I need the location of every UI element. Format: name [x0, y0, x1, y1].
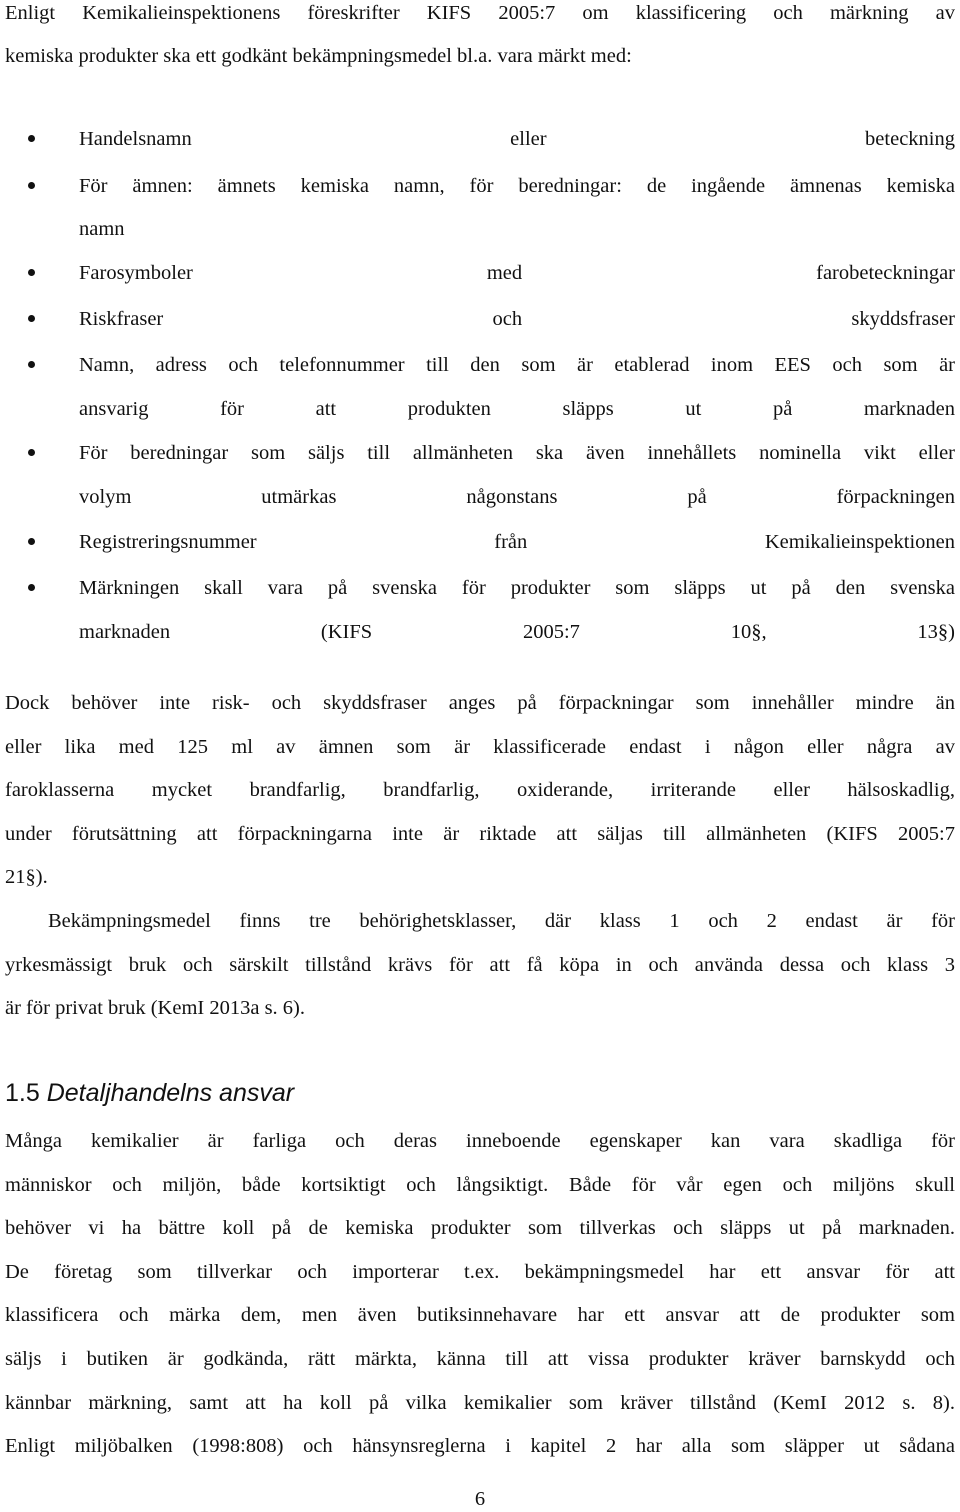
paragraph-line: Dock behöver inte risk- och skyddsfraser anges på förpackningar som innehåller mindre än	[5, 692, 955, 714]
page-number: 6	[474, 1488, 486, 1510]
bullet-item-continued: namn	[79, 218, 125, 240]
section-heading	[5, 1078, 294, 1108]
paragraph-line: klassificera och märka dem, men även butiksinnehavare har ett ansvar att de produkter som	[5, 1304, 955, 1326]
paragraph-line: faroklasserna mycket brandfarlig, brandfarlig, oxiderande, irriterande eller hälsoskadlig,	[5, 779, 955, 801]
bullet-item-continued: marknaden (KIFS 2005:7 10§, 13§)	[79, 621, 955, 643]
bullet-icon	[28, 135, 35, 142]
paragraph-line: behöver vi ha bättre koll på de kemiska produkter som tillverkas och släpps ut på marknaden.	[5, 1217, 955, 1239]
bullet-icon	[28, 449, 35, 456]
paragraph-line: 21§).	[5, 866, 48, 888]
bullet-icon	[28, 538, 35, 545]
paragraph-line: De företag som tillverkar och importerar t.ex. bekämpningsmedel har ett ansvar för att	[5, 1261, 955, 1283]
bullet-item: För ämnen: ämnets kemiska namn, för beredningar: de ingående ämnenas kemiska	[79, 175, 955, 197]
intro-line: kemiska produkter ska ett godkänt bekämpningsmedel bl.a. vara märkt med:	[5, 45, 632, 67]
section-title: Detaljhandelns ansvar	[46, 1079, 295, 1107]
paragraph-line: eller lika med 125 ml av ämnen som är klassificerade endast i någon eller några av	[5, 736, 955, 758]
section-number: 1.5	[5, 1079, 40, 1107]
paragraph-line: människor och miljön, både kortsiktigt och långsiktigt. Både för vår egen och miljöns skull	[5, 1174, 955, 1196]
bullet-icon	[28, 269, 35, 276]
paragraph-line: Enligt miljöbalken (1998:808) och hänsynsreglerna i kapitel 2 har alla som släpper ut sådana	[5, 1435, 955, 1457]
bullet-icon	[28, 315, 35, 322]
paragraph-line: kännbar märkning, samt att ha koll på vilka kemikalier som kräver tillstånd (KemI 2012 s. 8).	[5, 1392, 955, 1414]
bullet-item: För beredningar som säljs till allmänheten ska även innehållets nominella vikt eller	[79, 442, 955, 464]
bullet-item-continued: volym utmärkas någonstans på förpackningen	[79, 486, 955, 508]
bullet-item-continued: ansvarig för att produkten släpps ut på marknaden	[79, 398, 955, 420]
bullet-item: Registreringsnummer från Kemikalieinspektionen	[79, 531, 955, 553]
bullet-icon	[28, 584, 35, 591]
paragraph-line: är för privat bruk (KemI 2013a s. 6).	[5, 997, 306, 1019]
bullet-item: Handelsnamn eller beteckning	[79, 128, 955, 150]
intro-line: Enligt Kemikalieinspektionens föreskrifter KIFS 2005:7 om klassificering och märkning av	[5, 2, 955, 24]
bullet-icon	[28, 182, 35, 189]
bullet-item: Riskfraser och skyddsfraser	[79, 308, 955, 330]
paragraph-line: under förutsättning att förpackningarna inte är riktade att säljas till allmänheten (KIFS 2005:7	[5, 823, 955, 845]
bullet-item: Namn, adress och telefonnummer till den som är etablerad inom EES och som är	[79, 354, 955, 376]
paragraph-line: Bekämpningsmedel finns tre behörighetsklasser, där klass 1 och 2 endast är för	[48, 910, 955, 932]
paragraph-line: säljs i butiken är godkända, rätt märkta, känna till att vissa produkter kräver barnskydd och	[5, 1348, 955, 1370]
bullet-item: Märkningen skall vara på svenska för produkter som släpps ut på den svenska	[79, 577, 955, 599]
paragraph-line: Många kemikalier är farliga och deras inneboende egenskaper kan vara skadliga för	[5, 1130, 955, 1152]
bullet-icon	[28, 361, 35, 368]
paragraph-line: yrkesmässigt bruk och särskilt tillstånd krävs för att få köpa in och använda dessa och klass 3	[5, 954, 955, 976]
bullet-item: Farosymboler med farobeteckningar	[79, 262, 955, 284]
